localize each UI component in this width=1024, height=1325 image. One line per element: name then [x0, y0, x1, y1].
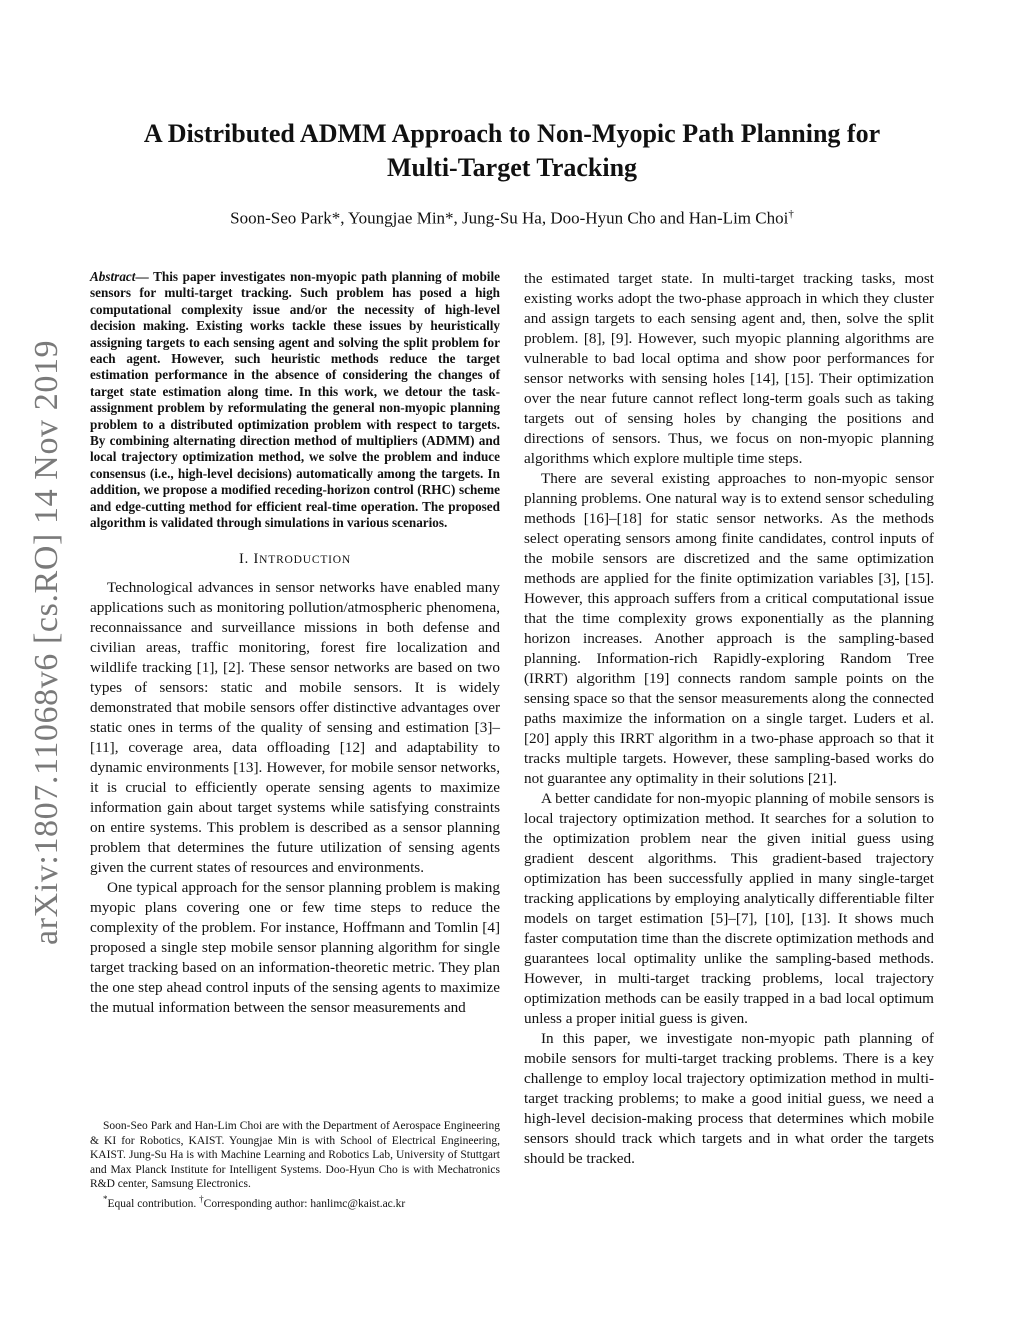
- paper-title: [90, 117, 934, 185]
- equal-contribution-text: Equal contribution.: [107, 1197, 200, 1210]
- corresponding-author-mark: †: [788, 208, 794, 220]
- footnote-affiliations: Soon-Seo Park and Han-Lim Choi are with the Department of Aerospace Engineering & KI for Robotics, KAIST. Youngjae Min is with School of Electrical Engineering, KAIST. Jung-Su Ha is with Machine Learning and Robotics Lab, University of Stuttgart and Max Planck Institute for Intelligent Systems. Doo-Hyun Cho is with Mechatronics R&D center, Samsung Electronics.: [90, 1120, 500, 1191]
- corresponding-mark: †: [199, 1193, 204, 1204]
- arxiv-identifier: arXiv:1807.11068v6 [cs.RO] 14 Nov 2019: [28, 339, 65, 945]
- author-list: [90, 208, 934, 229]
- right-column: [524, 269, 934, 1169]
- paragraph: There are several existing approaches to non-myopic sensor planning problems. One natural way is to extend sensor scheduling methods [16]–[18] for static sensor networks. As the methods select operating sensors among finite candidates, control inputs of the mobile sensors are discretized and the same optimization methods are applied for the finite optimization variables [3], [15]. However, this approach suffers from a critical computational issue that the time complexity grows exponentially as the planning horizon increases. Another approach is the sampling-based planning. Information-rich Rapidly-exploring Random Tree (IRRT) algorithm [19] connects random sample points on the sensing space so that the sensor measurements along the connected paths maximize the information on a single target. Luders et al. [20] apply this IRRT algorithm in a two-phase approach so that it tracks multiple targets. However, these sampling-based works do not guarantee any optimality in their solutions [21].: [524, 470, 934, 787]
- paragraph: A better candidate for non-myopic planning of mobile sensors is local trajectory optimization method. It searches for a solution to the optimization problem near the given initial guess using gradient descent algorithms. This gradient-based trajectory optimization has been successfully applied in many single-target tracking applications by employing analytically differentiable filter models on target estimation [5]–[7], [10], [13]. It shows much faster computation time than the discrete optimization methods and guarantees local optimality unlike the sampling-based methods. However, in multi-target tracking problems, local trajectory optimization methods can be easily trapped in a bad local optimum unless a proper initial guess is given.: [524, 790, 934, 1027]
- paragraph: the estimated target state. In multi-target tracking tasks, most existing works adopt the two-phase approach in which they cluster and assign targets to each sensing agent and, then, solve the split problem. [8], [9]. However, such myopic planning algorithms are vulnerable to bad local optima and show poor performances for sensor networks with sensing holes [14], [15]. Their optimization over the near future cannot reflect long-term goals such as taking targets out of sensing holes by changing the positions and directions of sensors. Thus, we focus on non-myopic planning algorithms which explore multiple time steps.: [524, 270, 934, 467]
- footnote: [90, 1118, 500, 1211]
- left-column: [90, 269, 500, 1018]
- corresponding-author-text: Corresponding author: hanlimc@kaist.ac.kr: [203, 1197, 406, 1210]
- section-title-rest: NTRODUCTION: [259, 553, 351, 566]
- paragraph: Technological advances in sensor networks have enabled many applications such as monitoring pollution/atmospheric phenomena, reconnaissance and surveillance missions in both defense and civilian areas, traffic monitoring, forest fire localization and wildlife tracking [1], [2]. These sensor networks are based on two types of sensors: static and mobile sensors. It is widely demonstrated that mobile sensors offer distinctive advantages over static ones in terms of the quality of sensing and estimation [3]–[11], coverage area, data offloading [12] and adaptability to dynamic environments [13]. However, for mobile sensor networks, it is crucial to efficiently operate sensing agents to maximize information gain about target systems while satisfying constraints on entire systems. This problem is described as a sensor planning problem that determines the future utilization of sensing agents given the current states of resources and environments.: [90, 578, 500, 876]
- authors-text: Soon-Seo Park*, Youngjae Min*, Jung-Su Ha, Doo-Hyun Cho and Han-Lim Choi: [230, 208, 789, 228]
- title-line-1: A Distributed ADMM Approach to Non-Myopic Path Planning for: [143, 119, 881, 148]
- paragraph: In this paper, we investigate non-myopic path planning of mobile sensors for multi-target tracking problems. There is a key challenge to employ local trajectory optimization method in multi-target tracking problems; to make a good initial guess, we need a high-level decision-making process that determines which mobile sensors should track which targets and in what order the targets should be tracked.: [524, 1030, 934, 1167]
- equal-contribution-mark: *: [103, 1193, 108, 1204]
- section-title-initial: I: [253, 550, 260, 567]
- abstract-label: Abstract: [90, 269, 136, 284]
- footnote-contributions: [90, 1192, 500, 1211]
- paragraph: One typical approach for the sensor planning problem is making myopic plans covering one or few time steps to reduce the complexity of the problem. For instance, Hoffmann and Tomlin [4] proposed a single step mobile sensor planning algorithm for single target tracking based on an information-theoretic metric. They plan the one step ahead control inputs of the sensing agents to maximize the mutual information between the sensor measurements and: [90, 878, 500, 1016]
- abstract: [90, 269, 500, 532]
- section-number: I.: [239, 550, 250, 567]
- abstract-text: — This paper investigates non-myopic path planning of mobile sensors for multi-target tracking. Such problem has posed a high computational complexity issue and/or the necessity of high-level decision making. Existing works tackle these issues by heuristically assigning targets to each sensing agent and solving the split problem for each agent. However, such heuristic methods reduce the target estimation performance in the absence of considering the changes of target state estimation along time. In this work, we detour the task-assignment problem by reformulating the general non-myopic planning problem to a distributed optimization problem with respect to targets. By combining alternating direction method of multipliers (ADMM) and local trajectory optimization method, we solve the problem and induce consensus (i.e., high-level decisions) automatically among the targets. In addition, we propose a modified receding-horizon control (RHC) scheme and edge-cutting method for efficient real-time operation. The proposed algorithm is validated through simulations in various scenarios.: [90, 269, 500, 531]
- title-line-2: Multi-Target Tracking: [386, 153, 638, 182]
- section-heading-introduction: [90, 549, 500, 570]
